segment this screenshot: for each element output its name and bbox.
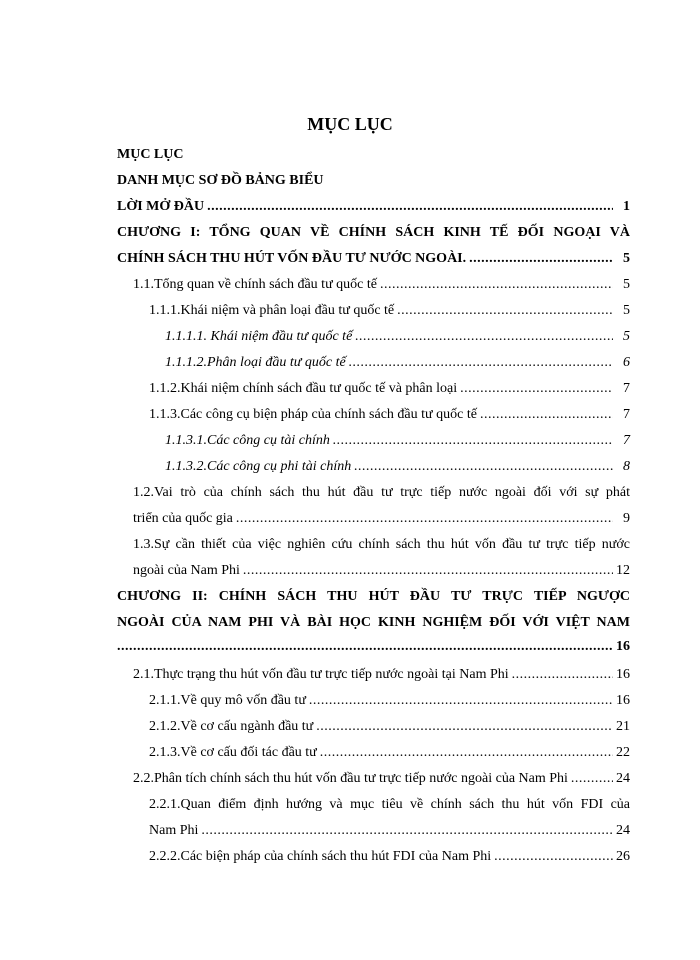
toc-entry-label: Nam Phi <box>149 823 199 838</box>
toc-entry-2-2-1-line1[interactable] <box>149 792 630 818</box>
toc-entry-loi-mo-dau[interactable] <box>117 194 630 220</box>
leader-dots <box>571 766 613 792</box>
toc-entry-2-2[interactable] <box>133 766 630 792</box>
toc-entry-chuong2-line2[interactable] <box>117 610 630 636</box>
toc-entry-2-2-2[interactable] <box>149 844 630 870</box>
toc-entry-label: DANH MỤC SƠ ĐỒ BẢNG BIỂU <box>117 173 324 188</box>
toc-entry-label: 1.1.3.2.Các công cụ phi tài chính <box>165 459 352 474</box>
toc-entry-1-1-3[interactable] <box>149 402 630 428</box>
toc-entry-2-1-1[interactable] <box>149 688 630 714</box>
toc-entry-1-3-line1[interactable] <box>133 532 630 558</box>
toc-entry-label: 2.1.1.Về quy mô vốn đầu tư <box>149 693 306 708</box>
toc-entry-label: 1.2.Vai trò của chính sách thu hút đầu tư trực tiếp nước ngoài đối với sự phát <box>133 485 630 500</box>
toc-entry-1-1-2[interactable] <box>149 376 630 402</box>
toc-entry-label: 1.3.Sự cần thiết của việc nghiên cứu chính sách thu hút vốn đầu tư trực tiếp nước <box>133 537 630 552</box>
toc-page-number: 5 <box>623 277 630 292</box>
toc-entry-label: 2.2.1.Quan điểm định hướng và mục tiêu về chính sách thu hút vốn FDI của <box>149 797 630 812</box>
leader-dots <box>333 428 613 454</box>
toc-entry-chuong2-line3[interactable] <box>117 634 630 660</box>
toc-entry-label: CHƯƠNG II: CHÍNH SÁCH THU HÚT ĐẦU TƯ TRỰC TIẾP NGƯỢC <box>117 589 630 604</box>
toc-entry-1-3-line2[interactable] <box>133 558 630 584</box>
toc-entry-label: 2.2.2.Các biện pháp của chính sách thu hút FDI của Nam Phi <box>149 849 492 864</box>
toc-page-number: 7 <box>623 381 630 396</box>
leader-dots <box>494 844 613 870</box>
page-title: MỤC LỤC <box>307 114 393 134</box>
toc-entry-2-1[interactable] <box>133 662 630 688</box>
leader-dots <box>320 740 613 766</box>
toc-page-number: 12 <box>616 563 630 578</box>
toc-entry-1-2-line2[interactable] <box>133 506 630 532</box>
toc-page-number: 5 <box>623 329 630 344</box>
leader-dots <box>480 402 613 428</box>
toc-page-number: 9 <box>623 511 630 526</box>
leader-dots <box>117 634 613 660</box>
toc-entry-2-1-2[interactable] <box>149 714 630 740</box>
toc-entry-label: 2.2.Phân tích chính sách thu hút vốn đầu tư trực tiếp nước ngoài của Nam Phi <box>133 771 568 786</box>
toc-entry-label: 2.1.3.Về cơ cấu đối tác đầu tư <box>149 745 317 760</box>
toc-entry-label: triển của quốc gia <box>133 511 233 526</box>
toc-entry-chuong1-line1[interactable] <box>117 220 630 246</box>
leader-dots <box>512 662 613 688</box>
toc-page-number: 5 <box>623 303 630 318</box>
toc-page-number: 24 <box>616 823 630 838</box>
toc-entry-2-1-3[interactable] <box>149 740 630 766</box>
toc-page-number: 16 <box>616 639 630 654</box>
toc-entry-label: 1.1.3.Các công cụ biện pháp của chính sách đầu tư quốc tế <box>149 407 477 422</box>
toc-entry-muc-luc[interactable] <box>117 142 630 168</box>
toc-page-number: 6 <box>623 355 630 370</box>
toc-entry-label: CHÍNH SÁCH THU HÚT VỐN ĐẦU TƯ NƯỚC NGOÀI. <box>117 251 467 266</box>
toc-entry-label: ngoài của Nam Phi <box>133 563 240 578</box>
toc-page-number: 24 <box>616 771 630 786</box>
leader-dots <box>207 194 613 220</box>
toc-entry-1-1-1[interactable] <box>149 298 630 324</box>
leader-dots <box>354 454 613 480</box>
toc-entry-label: MỤC LỤC <box>117 147 184 162</box>
leader-dots <box>316 714 613 740</box>
leader-dots <box>309 688 613 714</box>
toc-entry-label: 2.1.Thực trạng thu hút vốn đầu tư trực tiếp nước ngoài tại Nam Phi <box>133 667 509 682</box>
toc-entry-1-2-line1[interactable] <box>133 480 630 506</box>
toc-entry-label: 1.1.2.Khái niệm chính sách đầu tư quốc tế và phân loại <box>149 381 458 396</box>
toc-page-number: 8 <box>623 459 630 474</box>
toc-entry-label: 2.1.2.Về cơ cấu ngành đầu tư <box>149 719 314 734</box>
leader-dots <box>380 272 613 298</box>
toc-entry-chuong2-line1[interactable] <box>117 584 630 610</box>
toc-entry-label: LỜI MỞ ĐẦU <box>117 199 205 214</box>
leader-dots <box>236 506 613 532</box>
toc-page-number: 16 <box>616 693 630 708</box>
toc-entry-1-1-3-2[interactable] <box>165 454 630 480</box>
toc-entry-label: 1.1.1.2.Phân loại đầu tư quốc tế <box>165 355 346 370</box>
leader-dots <box>243 558 613 584</box>
leader-dots <box>349 350 613 376</box>
leader-dots <box>460 376 613 402</box>
toc-page-number: 16 <box>616 667 630 682</box>
toc-page-number: 5 <box>623 251 630 266</box>
leader-dots <box>469 246 613 272</box>
toc-entry-1-1[interactable] <box>133 272 630 298</box>
leader-dots <box>201 818 613 844</box>
toc-entry-label: 1.1.Tổng quan về chính sách đầu tư quốc tế <box>133 277 377 292</box>
toc-page-number: 26 <box>616 849 630 864</box>
toc-entry-danh-muc[interactable] <box>117 168 630 194</box>
toc-entry-chuong1-line2[interactable] <box>117 246 630 272</box>
toc-entry-label: 1.1.3.1.Các công cụ tài chính <box>165 433 330 448</box>
toc-page-number: 7 <box>623 433 630 448</box>
toc-entry-1-1-1-2[interactable] <box>165 350 630 376</box>
toc-entry-label: 1.1.1.Khái niệm và phân loại đầu tư quốc tế <box>149 303 395 318</box>
toc-entry-1-1-1-1[interactable] <box>165 324 630 350</box>
leader-dots <box>355 324 613 350</box>
toc-entry-label: 1.1.1.1. Khái niệm đầu tư quốc tế <box>165 329 353 344</box>
toc-page-number: 7 <box>623 407 630 422</box>
leader-dots <box>397 298 613 324</box>
toc-page-number: 1 <box>623 199 630 214</box>
toc-page-number: 21 <box>616 719 630 734</box>
toc-entry-label: CHƯƠNG I: TỔNG QUAN VỀ CHÍNH SÁCH KINH TẾ ĐỐI NGOẠI VÀ <box>117 225 630 240</box>
toc-page-number: 22 <box>616 745 630 760</box>
toc-entry-2-2-1-line2[interactable] <box>149 818 630 844</box>
toc-entry-1-1-3-1[interactable] <box>165 428 630 454</box>
toc-entry-label: NGOÀI CỦA NAM PHI VÀ BÀI HỌC KINH NGHIỆM ĐỐI VỚI VIỆT NAM <box>117 615 630 630</box>
